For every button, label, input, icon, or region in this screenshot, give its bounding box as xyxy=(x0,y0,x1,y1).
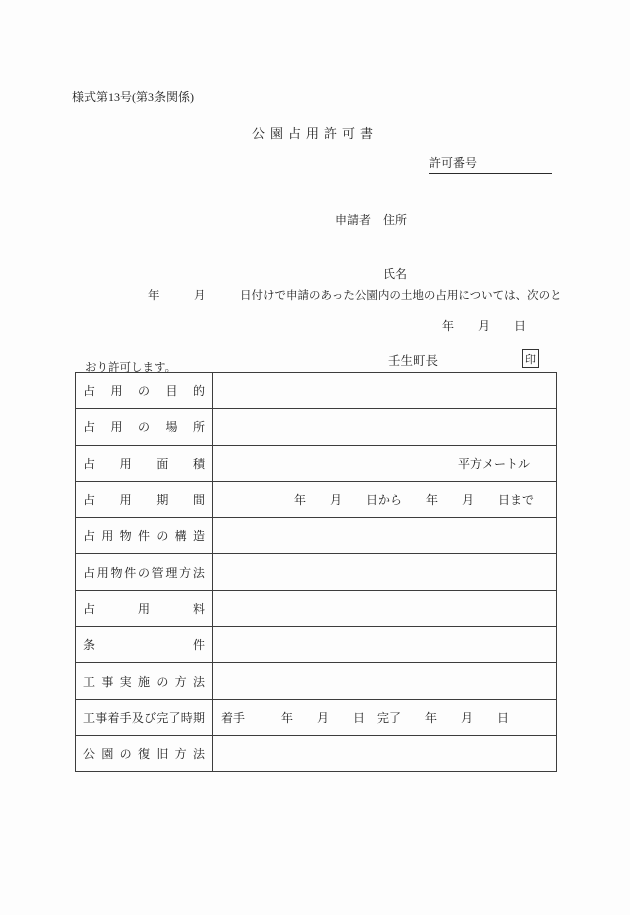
row-value-cell xyxy=(213,735,557,771)
permit-table xyxy=(75,372,557,772)
row-label-cell: 条 件 xyxy=(76,627,213,663)
row-value-cell xyxy=(213,590,557,626)
seal-box xyxy=(522,349,539,368)
row-value-cell xyxy=(213,663,557,699)
row-label-cell: 占 用 の 目 的 xyxy=(76,373,213,409)
document-title: 公園占用許可書 xyxy=(251,126,378,141)
table-row xyxy=(76,373,557,409)
table-row xyxy=(76,590,557,626)
permit-number-blank xyxy=(429,154,552,174)
row-label-cell: 占 用 面 積 xyxy=(76,445,213,481)
row-value-cell xyxy=(213,554,557,590)
row-label-cell: 占 用 の 場 所 xyxy=(76,409,213,445)
mayor-title: 壬生町長 xyxy=(388,354,439,368)
body-line-2: おり許可します。 xyxy=(85,362,177,374)
table-row xyxy=(76,445,557,481)
table-row xyxy=(76,518,557,554)
row-value-cell: 年 月 日から 年 月 日まで xyxy=(213,481,557,517)
applicant-address-label: 住所 xyxy=(383,213,408,227)
permit-number-label: 許可番号 xyxy=(429,156,478,170)
table-row xyxy=(76,481,557,517)
permit-table-body xyxy=(76,373,557,772)
table-row xyxy=(76,627,557,663)
row-value-cell: 着手 年 月 日 完了 年 月 日 xyxy=(213,699,557,735)
form-number: 様式第13号(第3条関係) xyxy=(72,90,194,104)
table-row xyxy=(76,554,557,590)
body-line-1: 年 月 日付けで申請のあった公園内の土地の占用については、次のと xyxy=(148,290,562,302)
row-value-cell xyxy=(213,409,557,445)
row-label-cell: 占 用 料 xyxy=(76,590,213,626)
row-value-cell xyxy=(213,373,557,409)
table-row xyxy=(76,409,557,445)
permit-number-row xyxy=(417,139,552,189)
applicant-address-line xyxy=(335,211,407,229)
issue-date-line: 年 月 日 xyxy=(442,319,527,333)
applicant-label: 申請者 xyxy=(335,213,372,227)
row-label-cell: 工 事 実 施 の 方 法 xyxy=(76,663,213,699)
seal-mark: 印 xyxy=(525,353,536,366)
row-label-cell: 公 園 の 復 旧 方 法 xyxy=(76,735,213,771)
row-label-cell: 工 事 着 手 及 び 完 了 時 期 xyxy=(76,699,213,735)
row-label-cell: 占 用 物 件 の 管 理 方 法 xyxy=(76,554,213,590)
table-row xyxy=(76,699,557,735)
table-row xyxy=(76,663,557,699)
row-label-cell: 占 用 物 件 の 構 造 xyxy=(76,518,213,554)
row-label-cell: 占 用 期 間 xyxy=(76,481,213,517)
table-row xyxy=(76,735,557,771)
applicant-name-label: 氏名 xyxy=(383,267,408,281)
row-value-cell xyxy=(213,627,557,663)
row-value-cell: 平方メートル xyxy=(213,445,557,481)
row-value-cell xyxy=(213,518,557,554)
